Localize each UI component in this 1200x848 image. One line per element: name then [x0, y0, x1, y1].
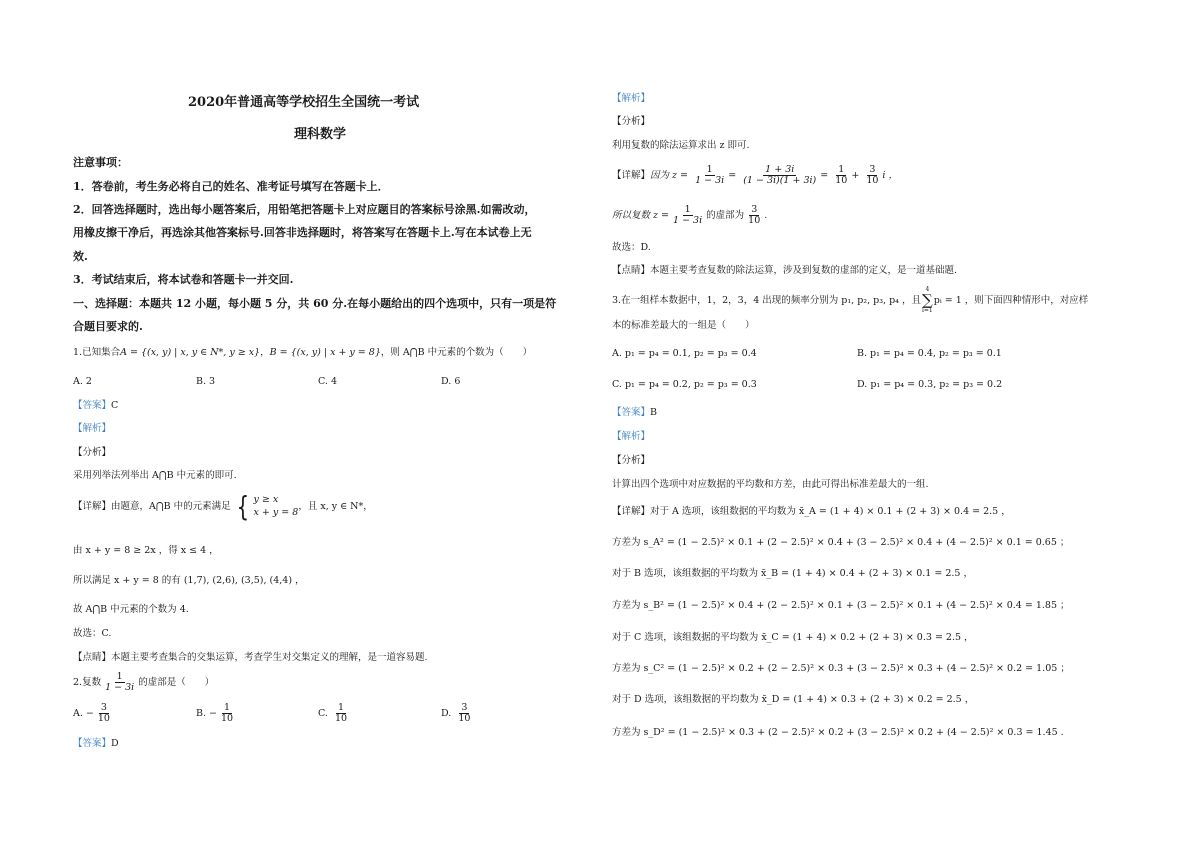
fraction — [96, 703, 112, 724]
numerator: 3 — [100, 702, 107, 713]
fraction — [741, 165, 818, 186]
option-label: B. — [196, 707, 207, 719]
denominator: 10 — [334, 712, 348, 724]
answer-value: D — [111, 738, 119, 749]
section-heading: 合题目要求的. — [73, 320, 143, 333]
q3-calc-line: 方差为 s_A² = (1 − 2.5)² × 0.1 + (2 − 2.5)² × 0.4 + (3 − 2.5)² × 0.4 + (4 − 2.5)² × 0.1 = 0.65 ； — [612, 537, 1070, 548]
notice-line: 1．答卷前，考生务必将自己的姓名、准考证号填写在答题卡上． — [73, 180, 389, 193]
q3-option-d: D. p₁ = p₄ = 0.3, p₂ = p₃ = 0.2 — [857, 379, 1003, 390]
answer-tag: 【答案】 — [73, 400, 112, 411]
q1-xiangjie-pre: 由题意，A⋂B 中的元素满足 — [111, 501, 231, 513]
q2-option-a — [73, 703, 114, 724]
fraction — [746, 205, 762, 226]
numerator: 3 — [461, 702, 468, 713]
system-row: y ≥ x — [253, 494, 279, 506]
q1-option-d: D. 6 — [441, 376, 461, 387]
left-brace-icon: { — [236, 490, 249, 523]
denominator: 10 — [97, 712, 110, 724]
denominator: 1 − 3i — [695, 174, 725, 186]
q2-choice: 故选：D. — [612, 242, 651, 253]
option-sign: − — [85, 707, 94, 719]
option-label: A. — [73, 707, 83, 719]
dianjing-tag: 【点睛】 — [612, 265, 651, 276]
equation-system — [234, 490, 299, 523]
dianjing-tag: 【点睛】 — [73, 652, 112, 663]
denominator: (1 − 3i)(1 + 3i) — [743, 174, 817, 186]
denominator: 1 − 3i — [673, 214, 703, 226]
q1-step: 由 x + y = 8 ≥ 2x ，得 x ≤ 4 ， — [73, 545, 219, 556]
q3-line-pre: 3.在一组样本数据中，1，2，3，4 出现的频率分别为 p₁, p₂, p₃, p₄ ，且 — [612, 295, 921, 306]
sigma-lower: i=1 — [921, 307, 933, 314]
q2-xiangjie: 【详解】因为 z = $\frac{1}{1 - 3i}$ = $\frac{1 + 3i}{(1 - 3i)(1 + 3i)}$ = $\frac{1}{10}$ + $\frac{3}{10}$ i ， — [612, 164, 898, 186]
notice-line: 2．回答选择题时，选出每小题答案后，用铅笔把答题卡上对应题目的答案标号涂黑.如需改动， — [73, 203, 536, 216]
question-2 — [73, 672, 214, 693]
q1-step: 所以满足 x + y = 8 的有 (1,7), (2,6), (3,5), (4,4) ， — [73, 575, 305, 586]
numerator: 1 — [838, 164, 845, 175]
q1-xiangjie — [73, 490, 373, 523]
notice-line: 3．考试结束后，将本试卷和答题卡一并交回. — [73, 273, 294, 286]
q3-line: 本的标准差最大的一组是（ ） — [612, 320, 755, 331]
q1-answer — [73, 400, 118, 411]
q2-fenxi-text: 利用复数的除法运算求出 z 即可. — [612, 140, 750, 151]
q3-calc-line: 对于 C 选项，该组数据的平均数为 x̄_C = (1 + 4) × 0.2 + (2 + 3) × 0.3 = 2.5 ， — [612, 632, 974, 643]
q2-suffix: 的虚部是（ ） — [138, 676, 215, 688]
option-sign: − — [209, 707, 218, 719]
option-label: D. — [441, 707, 452, 719]
answer-tag: 【答案】 — [73, 738, 112, 749]
fraction — [671, 205, 704, 226]
q1-prefix: 1.已知集合 — [73, 347, 121, 358]
numerator: 1 — [338, 702, 345, 713]
notice-line: 用橡皮擦干净后，再选涂其他答案标号.回答非选择题时，将答案写在答题卡上.写在本试卷上无 — [73, 226, 532, 239]
q3-calc-line: 方差为 s_C² = (1 − 2.5)² × 0.2 + (2 − 2.5)² × 0.3 + (3 − 2.5)² × 0.3 + (4 − 2.5)² × 0.2 = 1.05 ； — [612, 663, 1070, 674]
xiangjie-tag: 【详解】 — [73, 501, 112, 513]
answer-value: B — [650, 407, 657, 418]
q3-answer — [612, 407, 657, 418]
fraction — [103, 672, 136, 693]
denominator: 10 — [221, 712, 234, 724]
dianjing-text: 本题主要考查集合的交集运算，考查学生对交集定义的理解，是一道容易题. — [111, 652, 428, 663]
denominator: 10 — [866, 174, 879, 186]
q1-comma: ， — [260, 347, 270, 358]
q2-xiangjie-pre: 因为 z = — [650, 169, 689, 181]
q1-fenxi-text: 采用列举法列举出 A⋂B 中元素的即可. — [73, 470, 237, 481]
q2-answer — [73, 738, 119, 749]
numerator: 3 — [751, 204, 758, 215]
answer-value: C — [111, 400, 119, 411]
q2-prefix: 2.复数 — [73, 676, 102, 688]
q3-calc-line: 对于 D 选项，该组数据的平均数为 x̄_D = (1 + 4) × 0.3 + (2 + 3) × 0.2 = 2.5 ， — [612, 694, 975, 705]
sigma-icon: 4 ∑ i=1 — [921, 286, 933, 314]
q3-option-a: A. p₁ = p₄ = 0.1, p₂ = p₃ = 0.4 — [612, 348, 757, 359]
q1-fenxi-tag: 【分析】 — [73, 447, 112, 458]
denominator: 10 — [748, 214, 761, 226]
q2-step-pre: 所以复数 z = — [612, 209, 670, 221]
numerator: 1 + 3i — [765, 164, 795, 175]
q2-jiexi-tag: 【解析】 — [612, 93, 651, 104]
numerator: 1 — [224, 702, 231, 713]
q1-suffix: ，则 A⋂B 中元素的个数为（ ） — [380, 347, 533, 358]
fraction — [864, 165, 880, 186]
q2-option-c — [318, 703, 351, 724]
q3-calc-line: 方差为 s_B² = (1 − 2.5)² × 0.4 + (2 − 2.5)² × 0.1 + (3 − 2.5)² × 0.1 + (4 − 2.5)² × 0.4 = 1.85 ； — [612, 600, 1070, 611]
numerator: 1 — [116, 671, 123, 682]
page-subtitle: 理科数学 — [294, 127, 347, 142]
q2-fenxi-tag: 【分析】 — [612, 116, 651, 127]
xiangjie-tag: 【详解】 — [612, 169, 651, 181]
question-3 — [612, 287, 1088, 314]
notice-heading: 注意事项： — [73, 156, 128, 169]
q2-option-d — [441, 703, 474, 724]
q3-option-c: C. p₁ = p₄ = 0.2, p₂ = p₃ = 0.3 — [612, 379, 757, 390]
option-label: C. — [318, 707, 328, 719]
xiangjie-tag: 【详解】 — [612, 506, 651, 517]
fraction — [333, 703, 349, 724]
q1-xiangjie-post: ，且 x, y ∈ N*， — [298, 501, 373, 513]
q3-fenxi-text: 计算出四个选项中对应数据的平均数和方差，由此可得出标准差最大的一组. — [612, 479, 929, 490]
q1-jiexi-tag: 【解析】 — [73, 423, 112, 434]
fraction — [456, 703, 472, 724]
sigma-upper: 4 — [925, 286, 930, 293]
fraction — [219, 703, 235, 724]
q1-set-a: A = {(x, y) | x, y ∈ N*, y ≥ x} — [120, 347, 261, 358]
q1-set-b: B = {(x, y) | x + y = 8} — [269, 347, 381, 358]
denominator: 10 — [835, 174, 848, 186]
fraction — [693, 165, 726, 186]
fraction — [833, 165, 849, 186]
denominator: 1 − 3i — [105, 681, 135, 693]
section-heading: 一、选择题：本题共 12 小题，每小题 5 分，共 60 分.在每小题给出的四个选项中，只有一项是符 — [73, 297, 557, 310]
numerator: 3 — [869, 164, 876, 175]
denominator: 10 — [458, 712, 471, 724]
numerator: 1 — [706, 164, 713, 175]
q3-calc-line: 方差为 s_D² = (1 − 2.5)² × 0.3 + (2 − 2.5)² × 0.2 + (3 − 2.5)² × 0.2 + (4 − 2.5)² × 0.3 = 1.45 . — [612, 727, 1064, 738]
q1-option-b: B. 3 — [196, 376, 216, 387]
q3-line-post: pᵢ = 1 ，则下面四种情形中，对应样 — [933, 295, 1089, 306]
q2-step-mid: 的虚部为 — [706, 209, 745, 221]
q2-eq-tail: i ， — [882, 169, 898, 181]
q1-dianjing — [73, 652, 428, 663]
numerator: 1 — [684, 204, 691, 215]
notice-line: 效. — [73, 250, 88, 263]
answer-tag: 【答案】 — [612, 407, 651, 418]
q3-calc-line: 对于 A 选项，该组数据的平均数为 x̄_A = (1 + 4) × 0.1 + (2 + 3) × 0.4 = 2.5 ， — [650, 506, 1011, 517]
q3-calc-line: 对于 B 选项，该组数据的平均数为 x̄_B = (1 + 4) × 0.4 + (2 + 3) × 0.1 = 2.5 ， — [612, 568, 973, 579]
q2-option-b — [196, 703, 237, 724]
question-1 — [73, 347, 532, 358]
q2-dianjing — [612, 265, 957, 276]
page-title: 2020年普通高等学校招生全国统一考试 — [188, 95, 420, 110]
q1-choice: 故选：C. — [73, 628, 112, 639]
q1-option-c: C. 4 — [318, 376, 338, 387]
q3-xiangjie — [612, 506, 1011, 517]
system-row: x + y = 8 — [253, 506, 299, 518]
q3-fenxi-tag: 【分析】 — [612, 455, 651, 466]
q1-option-a: A. 2 — [73, 376, 92, 387]
q2-step-end: . — [764, 209, 768, 221]
q3-jiexi-tag: 【解析】 — [612, 431, 651, 442]
q3-option-b: B. p₁ = p₄ = 0.4, p₂ = p₃ = 0.1 — [857, 348, 1002, 359]
q1-step: 故 A⋂B 中元素的个数为 4. — [73, 604, 189, 615]
q2-step — [612, 205, 767, 226]
dianjing-text: 本题主要考查复数的除法运算，涉及到复数的虚部的定义，是一道基础题. — [650, 265, 958, 276]
